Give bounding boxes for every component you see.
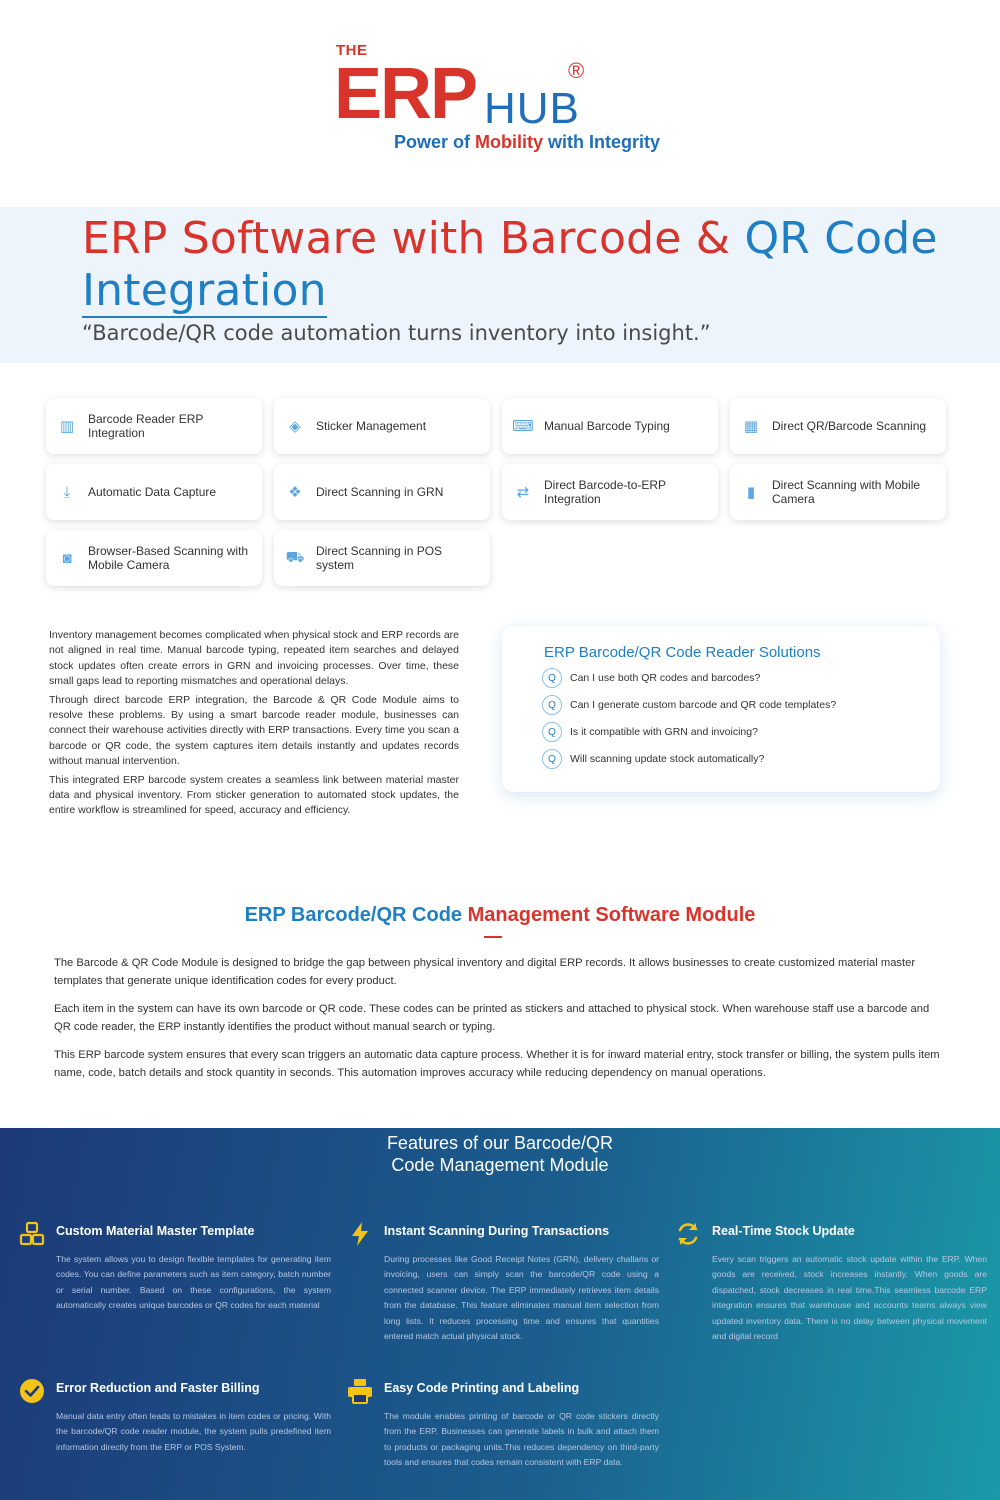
cubes-icon — [18, 1220, 46, 1248]
card-label: Manual Barcode Typing — [544, 419, 670, 433]
faq-question[interactable] — [542, 668, 760, 688]
card-scanning-grn[interactable] — [274, 464, 490, 520]
hero-quote: “Barcode/QR code automation turns inventory into insight.” — [82, 321, 711, 345]
intro-paragraph: Inventory management becomes complicated when physical stock and ERP records are not aligned in real time. Manual barcode typing, repeated item searches and delayed stock updates often create errors in GRN and invoicing processes. Over time, these small gaps lead to reporting mismatches and operational delays. — [49, 629, 459, 688]
card-label: Browser-Based Scanning with Mobile Camera — [88, 544, 249, 572]
faq-title: ERP Barcode/QR Code Reader Solutions — [544, 644, 821, 661]
card-automatic-capture[interactable] — [46, 464, 262, 520]
logo-tagline — [394, 132, 660, 153]
faq-question[interactable] — [542, 695, 836, 715]
card-browser-scanning[interactable] — [46, 530, 262, 586]
title-part: Features of our Barcode/QR — [386, 1133, 614, 1153]
title-part: Management Software Module — [467, 904, 756, 926]
module-description — [54, 954, 946, 1092]
card-barcode-reader[interactable] — [46, 398, 262, 454]
sync-icon — [674, 1220, 702, 1248]
card-mobile-camera[interactable] — [730, 464, 946, 520]
feature-title: Easy Code Printing and Labeling — [384, 1381, 580, 1395]
feature-text: The module enables printing of barcode or QR code stickers directly from the ERP. Businesses can generate labels in bulk and attach them to products or packaging units.This reduces dependency on third-party tools and ensures that codes remain consistent with ERP data. — [384, 1411, 659, 1468]
download-icon: ⤓ — [63, 483, 71, 501]
brand-logo[interactable] — [334, 42, 674, 162]
hero-banner — [0, 207, 1000, 363]
module-paragraph: Each item in the system can have its own barcode or QR code. These codes can be printed as stickers and attached to physical stock. When warehouse staff use a barcode and QR code reader, the ERP instantly identifies the product without manual search or typing. — [54, 1003, 930, 1033]
title-part: Integration — [82, 265, 327, 316]
faq-box — [502, 626, 940, 792]
title-part: QR Code — [744, 213, 938, 264]
check-circle-icon — [18, 1377, 46, 1405]
question-icon: Q — [542, 668, 562, 688]
card-label: Sticker Management — [316, 419, 427, 433]
faq-question-text: Will scanning update stock automatically? — [570, 753, 765, 765]
feature-item — [712, 1224, 987, 1344]
feature-text: Every scan triggers an automatic stock update within the ERP. When goods are received, stock increases instantly. When goods are dispatched, stock decreases in real time.This seamless barcode ERP integration ensures that warehouse and accounts teams always view updated inventory data. There is no delay between physical movement and digital record — [712, 1254, 987, 1342]
feature-title: Real-Time Stock Update — [712, 1224, 855, 1238]
title-part: ERP Barcode/QR Code — [244, 904, 468, 926]
title-part: Code Management Module — [391, 1155, 609, 1175]
feature-title: Error Reduction and Faster Billing — [56, 1381, 260, 1395]
boxes-icon: ❖ — [288, 484, 302, 501]
card-barcode-to-erp[interactable] — [502, 464, 718, 520]
exchange-icon: ⇄ — [516, 484, 530, 501]
barcode-icon: ▥ — [59, 418, 75, 435]
bolt-icon — [346, 1220, 374, 1248]
title-part: ERP Software with Barcode & — [82, 213, 745, 264]
feature-text: The system allows you to design flexible templates for generating item codes. You can define parameters such as item category, batch number or serial number. Based on these configurations, the system automatically creates unique barcodes or QR codes for each material — [56, 1254, 331, 1311]
module-section-title — [0, 904, 1000, 927]
card-label: Direct QR/Barcode Scanning — [772, 419, 927, 433]
features-section — [0, 1128, 1000, 1500]
card-label: Direct Scanning in POS system — [316, 544, 443, 572]
faq-question-text: Is it compatible with GRN and invoicing? — [570, 726, 758, 738]
logo-registered-mark: ® — [568, 58, 585, 83]
title-divider — [484, 936, 502, 938]
question-icon: Q — [542, 722, 562, 742]
card-manual-typing[interactable] — [502, 398, 718, 454]
feature-title: Custom Material Master Template — [56, 1224, 255, 1238]
feature-item — [56, 1381, 331, 1455]
module-paragraph: This ERP barcode system ensures that every scan triggers an automatic data capture process. Whether it is for inward material entry, stock transfer or billing, the system pulls item name, code, batch details and stock quantity in seconds. This automation improves accuracy while reducing dependency on manual operations. — [54, 1049, 940, 1079]
tagline-part: with Integrity — [543, 132, 661, 152]
feature-item — [384, 1381, 659, 1471]
card-label: Direct Barcode-to-ERP Integration — [544, 478, 666, 506]
qr-icon: ▦ — [743, 418, 759, 435]
card-direct-qr-scanning[interactable] — [730, 398, 946, 454]
logo-hub: HUB — [484, 84, 580, 133]
camera-icon: ◙ — [62, 549, 72, 567]
card-label: Automatic Data Capture — [88, 485, 217, 499]
feature-title: Instant Scanning During Transactions — [384, 1224, 610, 1238]
intro-text — [49, 628, 459, 822]
intro-paragraph: Through direct barcode ERP integration, the Barcode & QR Code Module aims to resolve these problems. By using a smart barcode reader module, businesses can connect their warehouse activities directly with ERP transactions. Every time you scan a barcode or QR code, the system captures item details instantly and updates records without manual intervention. — [49, 693, 459, 768]
features-title — [0, 1132, 1000, 1176]
card-scanning-pos[interactable] — [274, 530, 490, 586]
card-label: Direct Scanning in GRN — [316, 485, 444, 499]
question-icon: Q — [542, 695, 562, 715]
tag-icon: ◈ — [289, 418, 301, 435]
keyboard-icon: ⌨ — [512, 418, 534, 435]
feature-item — [56, 1224, 331, 1314]
question-icon: Q — [542, 749, 562, 769]
faq-question[interactable] — [542, 749, 764, 769]
faq-question[interactable] — [542, 722, 758, 742]
page-title — [82, 213, 962, 317]
feature-text: Manual data entry often leads to mistakes in item codes or pricing. With the barcode/QR code reader module, the system pulls predefined item information directly from the ERP or POS System. — [56, 1411, 331, 1452]
feature-text: During processes like Good Receipt Notes (GRN), delivery challans or invoicing, users can simply scan the barcode/QR code using a connected scanner device. The ERP immediately retrieves item details from the database. This feature eliminates manual item selection from long lists. It reduces processing time and ensures that quantities entered match actual physical stock. — [384, 1254, 659, 1342]
tagline-part: Power of — [394, 132, 476, 152]
printer-icon — [346, 1377, 374, 1405]
intro-paragraph: This integrated ERP barcode system creates a seamless link between material master data and physical inventory. From sticker generation to automated stock updates, the entire workflow is streamlined for speed, accuracy and efficiency. — [49, 773, 459, 817]
logo-the: THE — [336, 42, 368, 59]
card-label: Barcode Reader ERP Integration — [88, 412, 204, 440]
feature-item — [384, 1224, 659, 1344]
card-sticker-management[interactable] — [274, 398, 490, 454]
cart-icon: ⛟ — [285, 548, 305, 566]
faq-question-text: Can I generate custom barcode and QR code templates? — [570, 699, 837, 711]
logo-erp: ERP — [334, 54, 477, 134]
tagline-part: Mobility — [475, 132, 544, 152]
faq-question-text: Can I use both QR codes and barcodes? — [570, 672, 761, 684]
module-paragraph: The Barcode & QR Code Module is designed to bridge the gap between physical inventory and digital ERP records. It allows businesses to create customized material master templates that generate unique identification codes for every product. — [54, 957, 916, 987]
mobile-icon: ▮ — [746, 484, 756, 501]
card-label: Direct Scanning with Mobile Camera — [772, 478, 921, 506]
